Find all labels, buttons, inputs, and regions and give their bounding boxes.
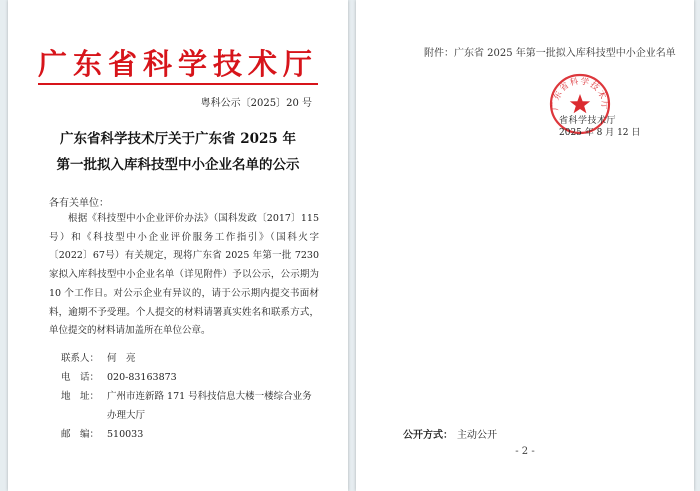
contact-label: 联系人： [61,353,100,364]
contact-value: 510033 [107,429,144,440]
contact-row-person [61,349,321,368]
document-number: 粤科公示〔2025〕20 号 [200,98,312,109]
contact-value: 何 亮 [107,353,136,364]
attachment-note: 附件：广东省 2025 年第一批拟入库科技型中小企业名单 [424,48,676,59]
red-header-title: 广东省科学技术厅 [37,47,318,81]
contact-row-postcode [61,425,321,444]
contact-label: 电 话： [61,372,100,383]
document-page-2 [356,0,694,491]
disclosure-label: 公开方式： [403,430,453,441]
page-number: - 2 - [515,446,535,457]
red-divider [38,83,318,85]
contact-row-phone [61,368,321,387]
seal-star-icon [570,94,590,113]
contact-label: 邮 编： [61,429,100,440]
seal-organization: 省科学技术厅 [559,116,617,126]
seal-date: 2025 年 8 月 12 日 [559,128,641,138]
title-line-2: 第一批拟入库科技型中小企业名单的公示 [56,157,300,173]
seal-ring-text: 广东省科学技术厅 [550,76,610,111]
body-paragraph: 根据《科技型中小企业评价办法》（国科发政〔2017〕115号）和《科技型中小企业评价服务工作指引》（国科火字〔2022〕67号）有关规定，现将广东省 2025 年第一批 7230 家拟入库科技型中小企业名单（详见附件）予以公示，公示期为 10 个工作日。对公示企业有异议的，请于公示期内提交书面材料，逾期不予受理。个人提交的材料请署真实姓名和联系方式，单位提交的材料请加盖所在单位公章。 [49,213,319,337]
disclosure-value: 主动公开 [457,430,497,441]
contact-label: 地 址： [61,391,100,402]
salutation: 各有关单位： [49,198,109,209]
contact-value: 广州市连新路 171 号科技信息大楼一楼综合业务办理大厅 [107,391,312,421]
contact-value: 020-83163873 [107,372,177,383]
disclosure-line [403,426,497,441]
contact-block [61,349,321,444]
document-page-1 [8,0,348,491]
document-title [8,126,348,178]
contact-row-address [61,387,321,425]
title-line-1: 广东省科学技术厅关于广东省 2025 年 [60,131,296,147]
